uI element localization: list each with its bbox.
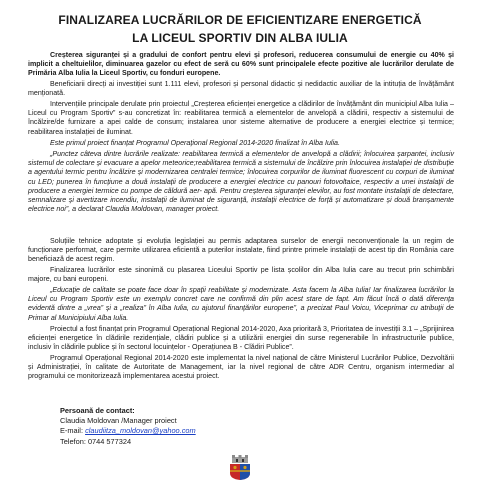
intro-paragraph: Creșterea siguranței și a gradului de confort pentru elevi și profesori, reducerea consumului de energie cu 40% și implicit a cheltuielilor, diminuarea gazelor cu efect de seră cu 60% sunt principalele efecte pozitive ale lucrărilor derulate de Primăria Alba Iulia la Liceul Sportiv, cu fonduri europene.	[28, 51, 454, 78]
interventions-paragraph: Intervențiile principale derulate prin proiectul „Creșterea eficienței energetice a clădirilor de învățământ din municipiul Alba Iulia – Liceul cu Program Sportiv” s-au concretizat în: reabilitarea termică a elementelor de anvelopă a clădirii, respectiv a sistemului de încălzire/de furnizare a apei calde de consum; instalarea unor sisteme alternative de producere a energiei electrice și termice; reabilitarea instalației de iluminat.	[28, 100, 454, 136]
contact-email-label: E-mail:	[60, 426, 83, 436]
manager-quote-paragraph: „Punctez câteva dintre lucrările realizate: reabilitarea termică a elementelor de anvelopă a clădirii; înlocuirea șarpantei, inclusiv sistemul de colectare și evacuare a apelor meteorice;reabilitarea termică a sistemului de încălzire prin înlocuirea instalației de distribuție a agentului termic pentru încălzire și modernizarea centralei termice; înlocuirea corpurilor de iluminat fluorescent cu corpuri de iluminat cu LED; punerea în funcțiune a două instalații de producere a energiei electrice cu panouri fotovoltaice, respectiv a unei instalații de producere a energiei termice cu pompe de căldură aer- apă. Pentru creșterea siguranței elevilor, au fost montate instalații de detectare, semnalizare și avertizare incendiu, instalații de iluminat de siguranță, instalații electrice de forță și automatizare și două branșamente electrice noi”, a declarat Claudia Moldovan, manager proiect.	[28, 150, 454, 214]
program-paragraph: Programul Operațional Regional 2014-2020 este implementat la nivel național de către Ministerul Lucrărilor Publice, Dezvoltării și Administrației, în calitate de Autoritate de Management, iar la nivel regional de către ADR Centru, organism intermediar al programului ce monitorizează implementarea acestui proiect.	[28, 354, 454, 381]
document-title-line-2: LA LICEUL SPORTIV DIN ALBA IULIA	[132, 31, 348, 45]
completion-paragraph: Finalizarea lucrărilor este sinonimă cu plasarea Liceului Sportiv pe lista școlilor din Alba Iulia care au trecut prin schimbări majore, cu bani europeni.	[28, 266, 454, 284]
contact-heading: Persoană de contact:	[60, 406, 135, 415]
contact-email-link[interactable]: claudiitza_moldovan@yahoo.com	[85, 426, 196, 436]
beneficiaries-paragraph: Beneficiarii direcți ai investiției sunt 1.111 elevi, profesori și personal didactic și nedidactic auxiliar de la intituția de învățământ menționată.	[28, 80, 454, 98]
contact-email-row	[60, 426, 280, 436]
contact-phone: Telefon: 0744 577324	[60, 436, 132, 446]
first-project-paragraph: Este primul proiect finanțat Programul Operațional Regional 2014-2020 finalizat în Alba Iulia.	[50, 139, 340, 147]
vice-mayor-quote-paragraph: „Educație de calitate se poate face doar în spații reabilitate și modernizate. Asta facem la Alba Iulia! Iar finalizarea lucrărilor la Liceul cu Program Sportiv este un exemplu concret care ne confirmă din plin acest stare de fapt. Am făcut încă o dată diferența evidentă dintre a „vrea” și a „realiza” în Alba Iulia, cu ajutorul finanțărilor europene”, a precizat Paul Voicu, Viceprimar cu atribuții de Primar al Municipiului Alba Iulia.	[28, 286, 454, 322]
technical-solutions-paragraph: Soluțiile tehnice adoptate și evoluția legislației au permis adaptarea surselor de energii neconvenționale la un regim de funcționare performat, care permite utilizarea eficientă a puterilor instalate, fiind printre primele instalații de acest tip din România care beneficiază de acest regim.	[28, 237, 454, 264]
funding-paragraph: Proiectul a fost finanțat prin Programul Operațional Regional 2014-2020, Axa prioritară 3, Prioritatea de investiții 3.1 – „Sprijinirea eficienței energetice în clădirile rezidențiale, clădiri publice și a utilizării energiei din surse regenerabile în infrastructurile publice, inclusiv în clădirile publice și în sectorul locuințelor - Operațiunea B - Clădiri Publice”.	[28, 325, 454, 352]
document-title-line-1: FINALIZAREA LUCRĂRILOR DE EFICIENTIZARE ENERGETICĂ	[58, 13, 422, 27]
contact-block	[60, 406, 280, 447]
contact-name: Claudia Moldovan /Manager proiect	[60, 416, 177, 426]
alba-iulia-coat-of-arms-icon	[222, 455, 258, 480]
